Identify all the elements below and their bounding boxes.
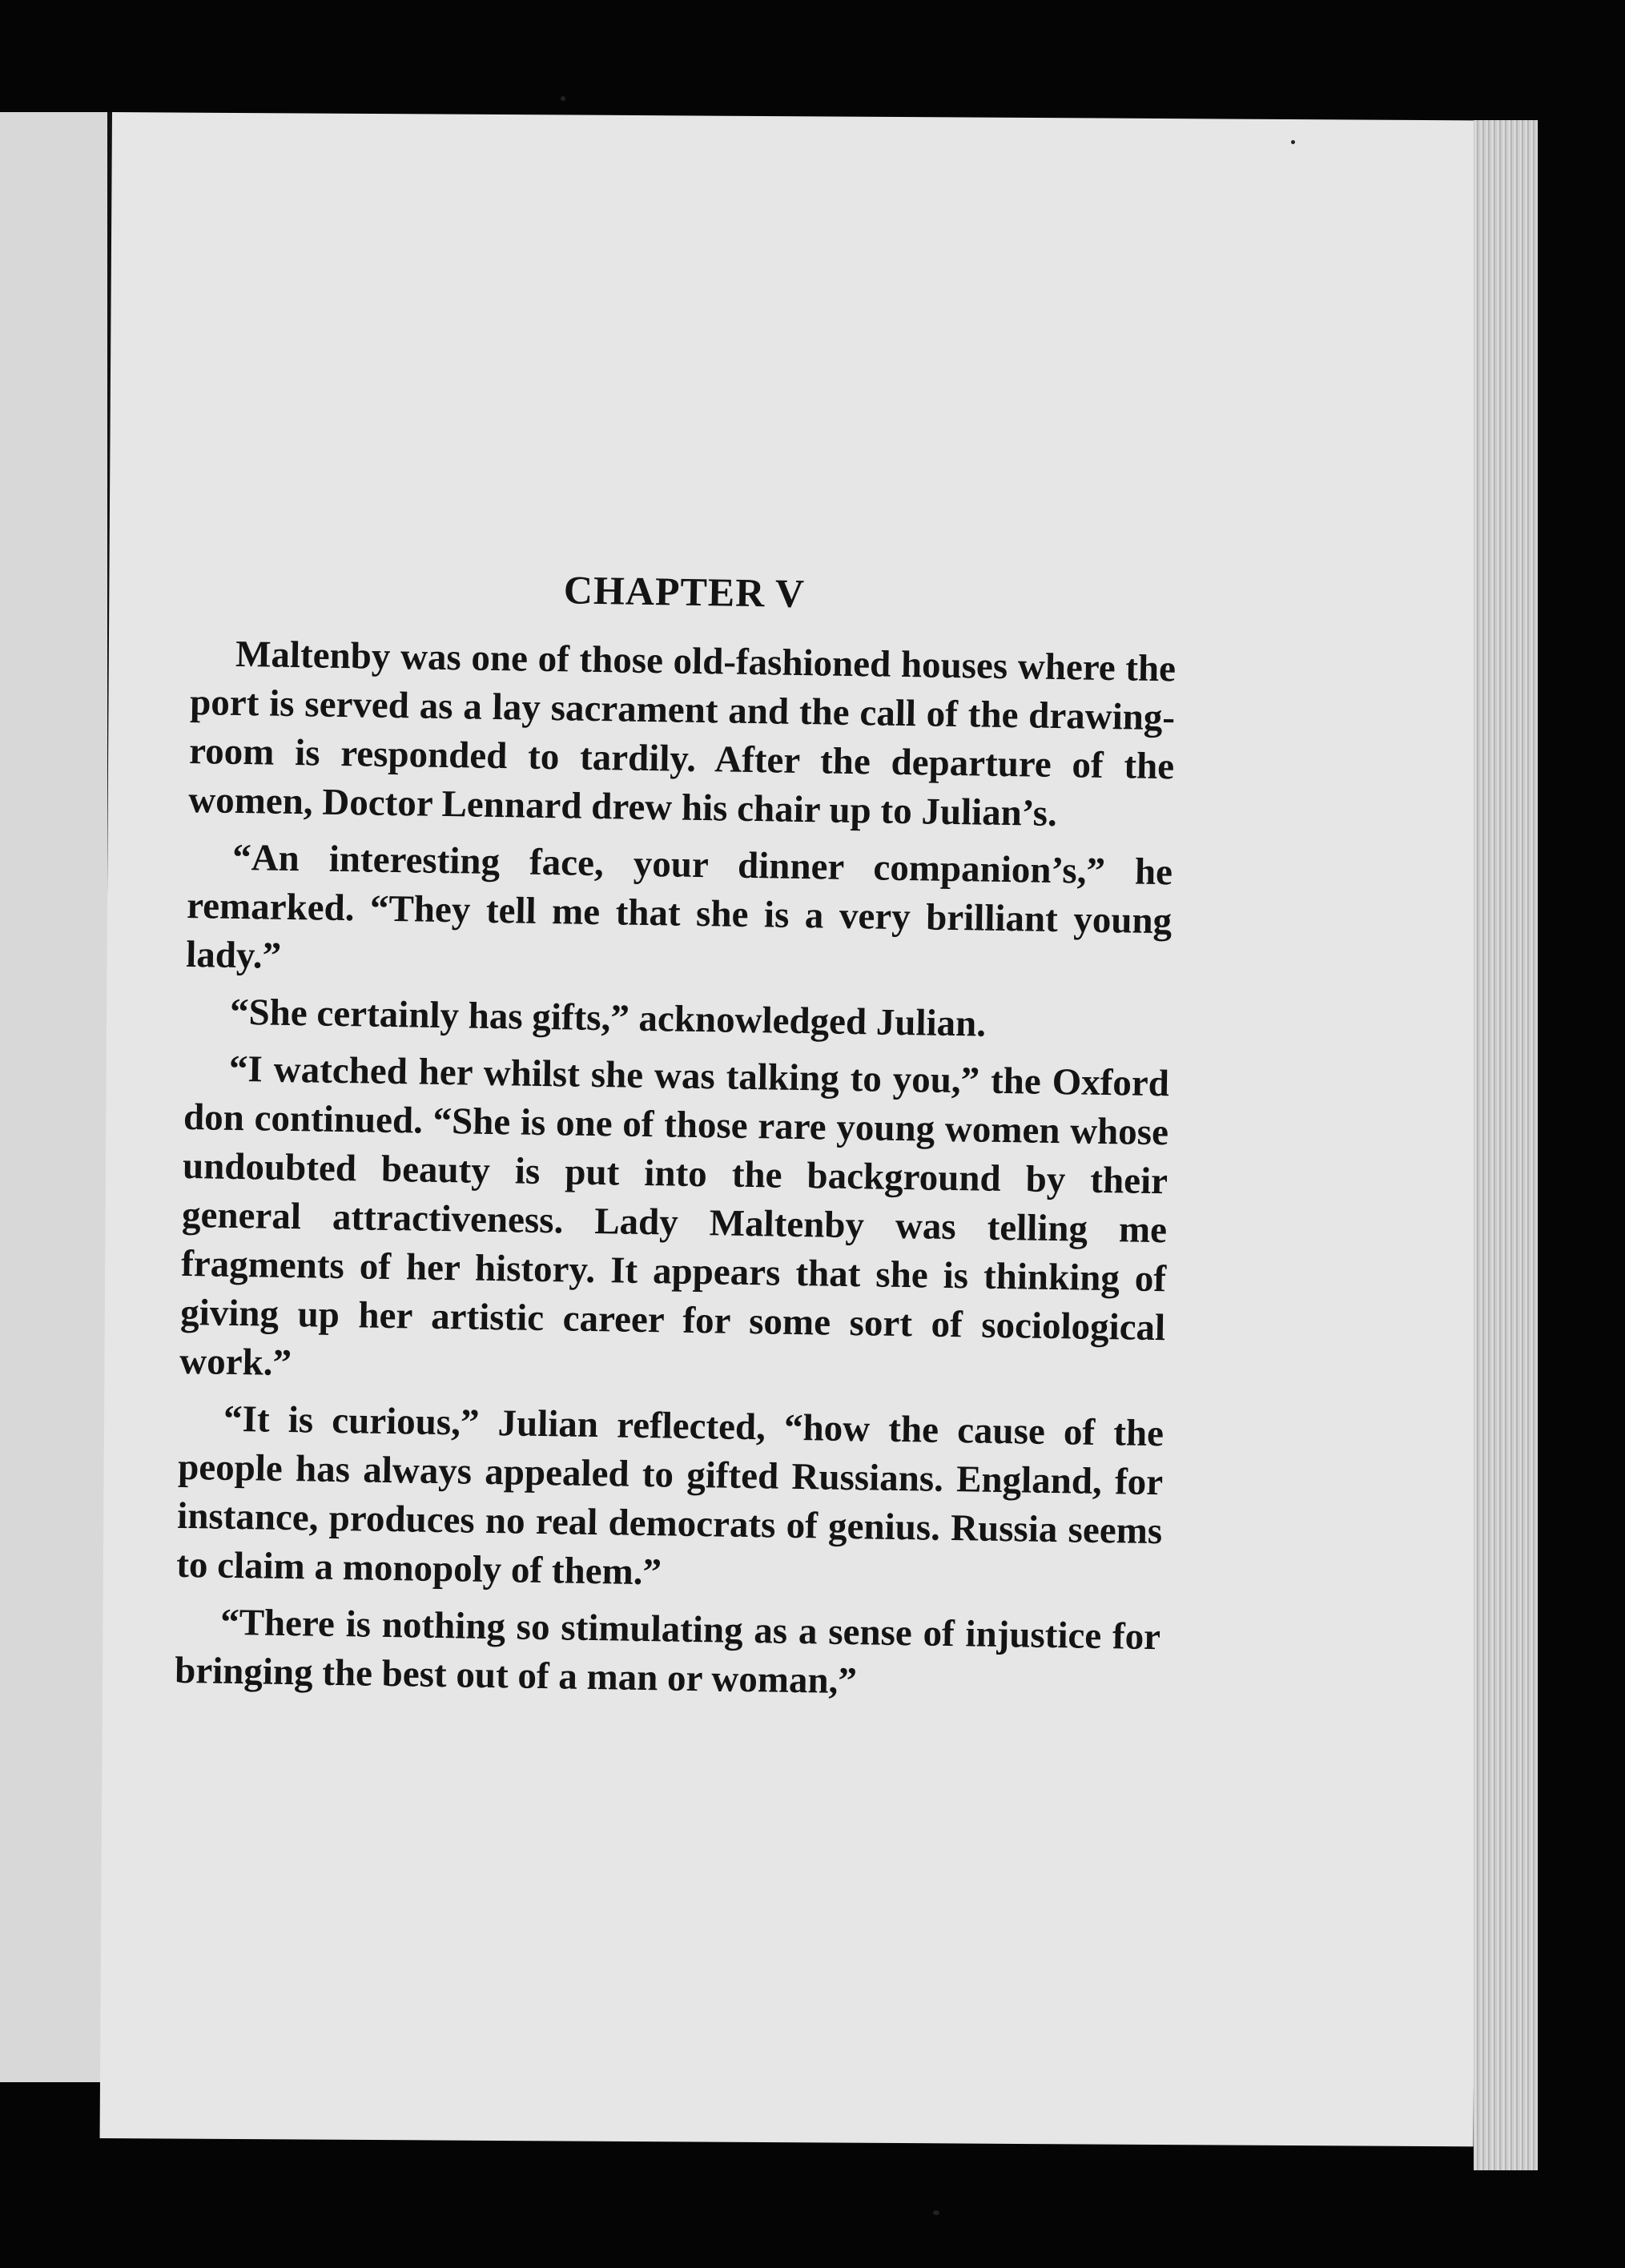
paragraph: “An interesting face, your dinner companion’s,” he remarked. “They tell me that she is a very brilliant young lady.” bbox=[185, 836, 1173, 977]
paragraph: “There is nothing so stimulating as a sense of injustice for bringing the best out of a man or woman,” bbox=[174, 1601, 1161, 1703]
paragraph: Maltenby was one of those old-fashioned houses where the port is served as a lay sacrament and the call of the drawing-room is responded to tardily. After the departure of the women, Doctor Lennard drew his chair up to Julian’s. bbox=[187, 633, 1177, 834]
paragraph: “It is curious,” Julian reflected, “how the cause of the people has always appealed to gifted Russians. England, for instance, produces no real democrats of genius. Russia seems to claim a monopoly of them.” bbox=[175, 1397, 1164, 1594]
scan-speck bbox=[1291, 140, 1295, 144]
page-text bbox=[175, 561, 1177, 1719]
chapter-title: CHAPTER V bbox=[563, 567, 806, 617]
facing-page-edge bbox=[0, 112, 112, 2082]
paragraph: “I watched her whilst she was talking to you,” the Oxford don continued. “She is one of those rare young women whose undoubted beauty is put into the background by their general attractiveness. Lady Maltenby was telling me fragments of her history. It appears that she is thinking of giving up her artistic career for some sort of sociological work.” bbox=[179, 1048, 1170, 1385]
paragraph: “She certainly has gifts,” acknowledged Julian. bbox=[229, 991, 987, 1045]
scan-speck bbox=[933, 2210, 939, 2215]
scan-speck bbox=[561, 96, 565, 101]
page-stack-edge bbox=[1474, 120, 1538, 2170]
